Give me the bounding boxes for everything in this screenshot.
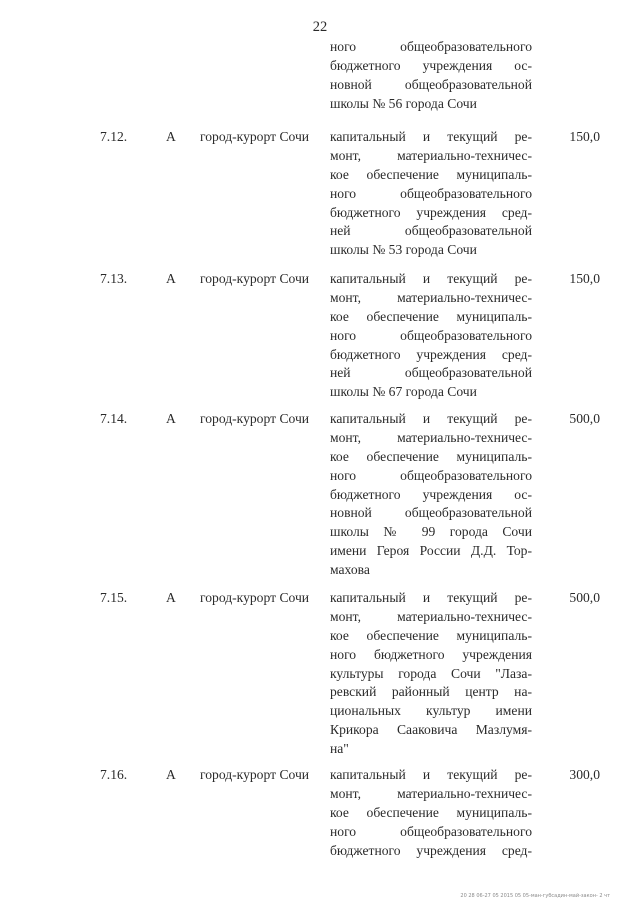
row-description — [330, 766, 532, 860]
row-description — [330, 270, 532, 402]
row-number: 7.12. — [100, 129, 128, 144]
description-line: ней общеобразовательной — [330, 223, 532, 239]
description-line: бюджетного учреждения ос- — [330, 57, 532, 73]
row-place: город-курорт Сочи — [200, 767, 310, 782]
description-line: кое обеспечение муниципаль- — [330, 627, 532, 643]
description-line: ревский районный центр на- — [330, 684, 532, 700]
description-line: ного общеобразовательного — [330, 39, 532, 54]
description-line: ного общеобразовательного — [330, 327, 532, 343]
row-number: 7.15. — [100, 590, 128, 605]
row-letter: А — [166, 271, 176, 286]
footer-stamp: 20 28 06-27 05 2015 05 05-ман-губсадин-май-закон- 2 чт — [460, 893, 610, 899]
row-number: 7.14. — [100, 411, 128, 426]
description-line: капитальный и текущий ре- — [330, 129, 532, 144]
row-letter: А — [166, 590, 176, 605]
description-line: ней общеобразовательной — [330, 365, 532, 381]
page-number: 22 — [312, 19, 328, 35]
description-line: ного общеобразовательного — [330, 185, 532, 201]
row-number: 7.13. — [100, 271, 128, 286]
description-line: капитальный и текущий ре- — [330, 411, 532, 426]
continuation-description — [330, 38, 532, 114]
row-description — [330, 128, 532, 260]
description-line: бюджетного учреждения сред- — [330, 346, 532, 362]
description-line: монт, материально-техничес- — [330, 429, 532, 445]
description-line: на" — [330, 741, 349, 757]
description-line: капитальный и текущий ре- — [330, 590, 532, 605]
row-description — [330, 589, 532, 759]
row-amount: 150,0 — [569, 271, 600, 286]
row-place: город-курорт Сочи — [200, 271, 310, 286]
description-line: имени Героя России Д.Д. Тор- — [330, 543, 532, 559]
description-line: школы № 67 города Сочи — [330, 384, 477, 400]
description-line: школы № 56 города Сочи — [330, 95, 477, 111]
description-line: монт, материально-техничес- — [330, 147, 532, 163]
row-letter: А — [166, 129, 176, 144]
description-line: новной общеобразовательной — [330, 505, 532, 521]
description-line: кое обеспечение муниципаль- — [330, 448, 532, 464]
row-description — [330, 410, 532, 580]
row-letter: А — [166, 411, 176, 426]
description-line: ного общеобразовательного — [330, 823, 532, 839]
description-line: школы № 99 города Сочи — [330, 524, 532, 540]
description-line: махова — [330, 562, 370, 578]
description-line: бюджетного учреждения сред- — [330, 204, 532, 220]
description-line: культуры города Сочи "Лаза- — [330, 665, 532, 681]
row-amount: 150,0 — [569, 129, 600, 144]
row-amount: 500,0 — [569, 590, 600, 605]
description-line: кое обеспечение муниципаль- — [330, 166, 532, 182]
row-place: город-курорт Сочи — [200, 590, 310, 605]
description-line: капитальный и текущий ре- — [330, 767, 532, 782]
description-line: кое обеспечение муниципаль- — [330, 804, 532, 820]
description-line: ного бюджетного учреждения — [330, 646, 532, 662]
description-line: монт, материально-техничес- — [330, 608, 532, 624]
description-line: монт, материально-техничес- — [330, 785, 532, 801]
description-line: бюджетного учреждения сред- — [330, 842, 532, 858]
row-letter: А — [166, 767, 176, 782]
description-line: кое обеспечение муниципаль- — [330, 308, 532, 324]
row-amount: 300,0 — [569, 767, 600, 782]
description-line: школы № 53 города Сочи — [330, 242, 477, 258]
description-line: капитальный и текущий ре- — [330, 271, 532, 286]
row-amount: 500,0 — [569, 411, 600, 426]
description-line: монт, материально-техничес- — [330, 289, 532, 305]
row-number: 7.16. — [100, 767, 128, 782]
row-place: город-курорт Сочи — [200, 411, 310, 426]
description-line: циональных культур имени — [330, 703, 532, 719]
description-line: бюджетного учреждения ос- — [330, 486, 532, 502]
description-line: новной общеобразовательной — [330, 76, 532, 92]
description-line: ного общеобразовательного — [330, 467, 532, 483]
row-place: город-курорт Сочи — [200, 129, 310, 144]
description-line: Крикора Сааковича Мазлумя- — [330, 722, 532, 738]
